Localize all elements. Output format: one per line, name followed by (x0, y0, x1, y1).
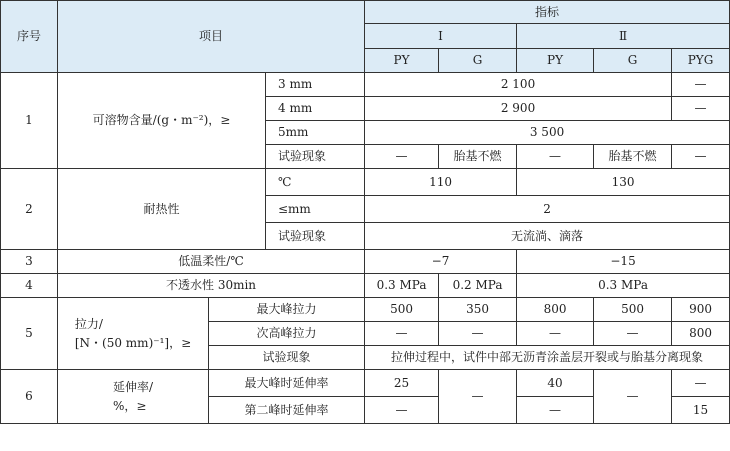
row5-max-g1: 350 (439, 298, 517, 322)
row5-second-pyg: 800 (672, 322, 730, 346)
row2-sub-mm: ≤mm (266, 196, 365, 223)
header-grade-2: Ⅱ (517, 24, 730, 49)
row5-sub-max: 最大峰拉力 (209, 298, 365, 322)
row1-num: 1 (1, 73, 58, 169)
row5-obs-value: 拉伸过程中，试件中部无沥青涂盖层开裂或与胎基分离现象 (365, 346, 730, 370)
row6-item-line1: 延伸率/ (112, 379, 154, 394)
row2-sub-obs: 试验现象 (266, 223, 365, 250)
row5-item-line1: 拉力/ (74, 316, 103, 331)
row1-obs-pyg: — (672, 145, 730, 169)
header-item: 项目 (58, 1, 365, 73)
row3-num: 3 (1, 250, 58, 274)
row6-max-py1: 25 (365, 370, 439, 397)
row2-sub-temp: ℃ (266, 169, 365, 196)
row5-second-g1: — (439, 322, 517, 346)
row1-3mm-pyg: — (672, 73, 730, 97)
row6-num: 6 (1, 370, 58, 424)
row6-second-py1: — (365, 397, 439, 424)
row4-py1: 0.3 MPa (365, 274, 439, 298)
row6-max-py2: 40 (517, 370, 594, 397)
row2-temp-grade2: 130 (517, 169, 730, 196)
row6-g1: — (439, 370, 517, 424)
row5-second-py1: — (365, 322, 439, 346)
row5-sub-obs: 试验现象 (209, 346, 365, 370)
row5-num: 5 (1, 298, 58, 370)
row1-obs-g1: 胎基不燃 (439, 145, 517, 169)
row1-obs-py2: — (517, 145, 594, 169)
row5-item-line2: [N・(50 mm)⁻¹]，≥ (74, 335, 192, 350)
row6-g2: — (594, 370, 672, 424)
header-g-2: G (594, 49, 672, 73)
row5-item (58, 298, 209, 370)
header-pyg: PYG (672, 49, 730, 73)
row1-obs-py1: — (365, 145, 439, 169)
header-g-1: G (439, 49, 517, 73)
row6-item-line2: %，≥ (112, 398, 147, 413)
row6-item (58, 370, 209, 424)
row3-grade2: −15 (517, 250, 730, 274)
row5-sub-second: 次高峰拉力 (209, 322, 365, 346)
header-grade-1: Ⅰ (365, 24, 517, 49)
row1-sub-3mm: 3 mm (266, 73, 365, 97)
row5-max-py2: 800 (517, 298, 594, 322)
row4-g1: 0.2 MPa (439, 274, 517, 298)
row3-grade1: −7 (365, 250, 517, 274)
row4-grade2: 0.3 MPa (517, 274, 730, 298)
row6-sub-second: 第二峰时延伸率 (209, 397, 365, 424)
row2-num: 2 (1, 169, 58, 250)
row1-item: 可溶物含量/(g・m⁻²)，≥ (58, 73, 266, 169)
row6-second-pyg: 15 (672, 397, 730, 424)
row6-sub-max: 最大峰时延伸率 (209, 370, 365, 397)
row5-max-g2: 500 (594, 298, 672, 322)
row2-temp-grade1: 110 (365, 169, 517, 196)
row1-sub-obs: 试验现象 (266, 145, 365, 169)
row4-item: 不透水性 30min (58, 274, 365, 298)
row2-mm-value: 2 (365, 196, 730, 223)
row5-second-py2: — (517, 322, 594, 346)
row6-second-py2: — (517, 397, 594, 424)
row5-second-g2: — (594, 322, 672, 346)
header-py-1: PY (365, 49, 439, 73)
row2-obs-value: 无流淌、滴落 (365, 223, 730, 250)
header-indicator: 指标 (365, 1, 730, 24)
row1-4mm-pyg: — (672, 97, 730, 121)
row6-max-pyg: — (672, 370, 730, 397)
header-py-2: PY (517, 49, 594, 73)
row5-max-pyg: 900 (672, 298, 730, 322)
row1-sub-4mm: 4 mm (266, 97, 365, 121)
row4-num: 4 (1, 274, 58, 298)
row5-max-py1: 500 (365, 298, 439, 322)
row3-item: 低温柔性/℃ (58, 250, 365, 274)
row2-item: 耐热性 (58, 169, 266, 250)
header-seq: 序号 (1, 1, 58, 73)
row1-3mm-value: 2 100 (365, 73, 672, 97)
row1-4mm-value: 2 900 (365, 97, 672, 121)
row1-sub-5mm: 5mm (266, 121, 365, 145)
row1-5mm-value: 3 500 (365, 121, 730, 145)
row1-obs-g2: 胎基不燃 (594, 145, 672, 169)
